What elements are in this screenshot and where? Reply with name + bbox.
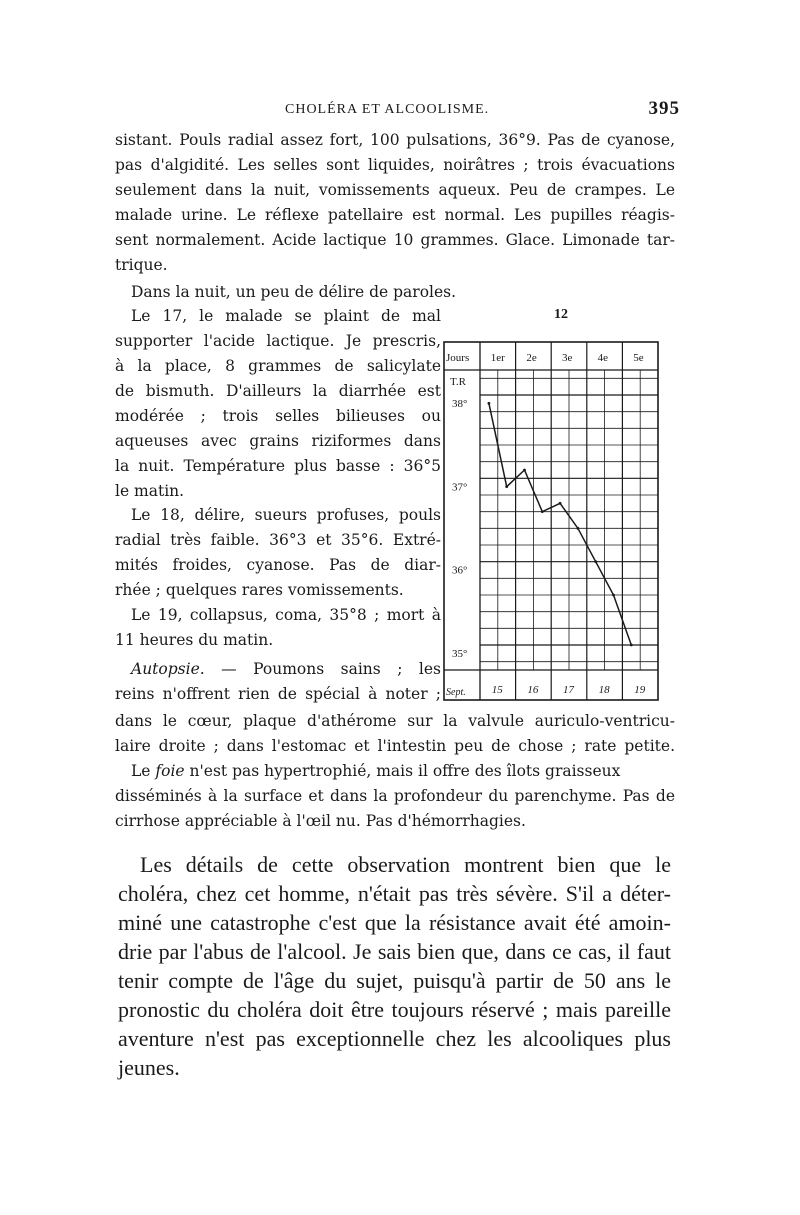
temperature-point xyxy=(505,485,508,488)
text-line: à la place, 8 grammes de salicylate xyxy=(115,357,441,375)
temperature-line xyxy=(489,403,631,645)
text-line: radial très faible. 36°3 et 35°6. Extré- xyxy=(115,531,441,549)
temperature-point xyxy=(559,502,562,505)
text-line: pas d'algidité. Les selles sont liquides, noirâtres ; trois évacuations xyxy=(115,156,675,174)
text-line: la nuit. Température plus basse : 36°5 xyxy=(115,457,441,475)
conclusion-line: miné une catastrophe c'est que la résistance avait été amoin- xyxy=(118,910,671,935)
foie-word: foie xyxy=(155,762,185,780)
text-fragment: n'est pas hypertrophié, mais il offre des îlots graisseux xyxy=(189,762,621,780)
y-axis-labels xyxy=(452,398,467,660)
tr-label: T.R xyxy=(450,376,466,388)
chart-title: 12 xyxy=(554,307,568,322)
page-number: 395 xyxy=(648,98,680,119)
text-line: aqueuses avec grains riziformes dans xyxy=(115,432,441,450)
conclusion-line: choléra, chez cet homme, n'était pas très sévère. S'il a déter- xyxy=(118,881,671,906)
text-line: trique. xyxy=(115,256,168,274)
temperature-point xyxy=(630,644,633,647)
date-label: 18 xyxy=(598,684,610,696)
date-label: 15 xyxy=(491,684,503,696)
jours-label: Jours xyxy=(446,352,470,364)
day-labels xyxy=(491,352,644,364)
temperature-curve xyxy=(488,402,633,646)
conclusion-line: jeunes. xyxy=(118,1055,180,1080)
text-line: mités froides, cyanose. Pas de diar- xyxy=(115,556,441,574)
y-tick-label: 35° xyxy=(452,648,468,660)
text-fragment: — Poumons sains ; les xyxy=(221,660,441,678)
text-line: modérée ; trois selles bilieuses ou xyxy=(115,407,441,425)
date-label: 17 xyxy=(563,684,574,696)
temperature-chart xyxy=(436,300,676,710)
conclusion-line: aventure n'est pas exceptionnelle chez les alcooliques plus xyxy=(118,1026,671,1051)
running-head xyxy=(110,98,680,122)
date-label: 19 xyxy=(634,684,646,696)
day-label: 4e xyxy=(597,352,608,364)
text-line: rhée ; quelques rares vomissements. xyxy=(115,581,404,599)
conclusion-line: drie par l'abus de l'alcool. Je sais bien que, dans ce cas, il faut xyxy=(118,939,671,964)
temperature-chart-svg xyxy=(436,300,676,710)
text-line: Le 19, collapsus, coma, 35°8 ; mort à xyxy=(131,606,441,624)
text-line: 11 heures du matin. xyxy=(115,631,274,649)
text-line: Dans la nuit, un peu de délire de paroles. xyxy=(131,283,457,301)
date-label: 16 xyxy=(527,684,539,696)
day-label: 1er xyxy=(490,352,505,364)
text-line: laire droite ; dans l'estomac et l'intestin peu de chose ; rate petite. xyxy=(115,737,675,755)
conclusion-line: pronostic du choléra doit être toujours réservé ; mais pareille xyxy=(118,997,671,1022)
autopsie-label: Autopsie. xyxy=(131,660,205,678)
text-line: seulement dans la nuit, vomissements aqueux. Peu de crampes. Le xyxy=(115,181,675,199)
text-line xyxy=(115,657,441,681)
text-line: reins n'offrent rien de spécial à noter ; xyxy=(115,685,441,703)
text-line: sent normalement. Acide lactique 10 grammes. Glace. Limonade tar- xyxy=(115,231,675,249)
text-line: cirrhose appréciable à l'œil nu. Pas d'hémorrhagies. xyxy=(115,812,526,830)
day-label: 5e xyxy=(633,352,644,364)
temperature-point xyxy=(594,560,597,563)
chart-grid xyxy=(444,342,658,700)
text-line: malade urine. Le réflexe patellaire est normal. Les pupilles réagis- xyxy=(115,206,675,224)
text-line xyxy=(115,759,675,783)
y-tick-label: 36° xyxy=(452,564,468,577)
text-line: dans le cœur, plaque d'athérome sur la valvule auriculo-ventricu- xyxy=(115,712,675,730)
temperature-point xyxy=(541,510,544,513)
text-line: Le 18, délire, sueurs profuses, pouls xyxy=(131,506,441,524)
temperature-point xyxy=(612,594,615,597)
text-line: supporter l'acide lactique. Je prescris, xyxy=(115,332,441,350)
temperature-point xyxy=(577,527,580,530)
text-line: de bismuth. D'ailleurs la diarrhée est xyxy=(115,382,441,400)
running-title: CHOLÉRA ET ALCOOLISME. xyxy=(285,102,490,117)
y-tick-label: 38° xyxy=(452,398,468,410)
text-fragment: Le xyxy=(131,762,151,780)
y-tick-label: 37° xyxy=(452,481,468,494)
temperature-point xyxy=(488,402,491,405)
conclusion-line: tenir compte de l'âge du sujet, puisqu'à partir de 50 ans le xyxy=(118,968,671,993)
text-line: Le 17, le malade se plaint de mal xyxy=(131,307,441,325)
text-line: disséminés à la surface et dans la profondeur du parenchyme. Pas de xyxy=(115,787,675,805)
temperature-point xyxy=(523,469,526,472)
conclusion-line: Les détails de cette observation montrent bien que le xyxy=(140,852,671,877)
text-line: le matin. xyxy=(115,482,185,500)
text-line: sistant. Pouls radial assez fort, 100 pulsations, 36°9. Pas de cyanose, xyxy=(115,131,675,149)
sept-label: Sept. xyxy=(446,687,466,698)
day-label: 3e xyxy=(562,352,573,364)
day-label: 2e xyxy=(526,352,537,364)
